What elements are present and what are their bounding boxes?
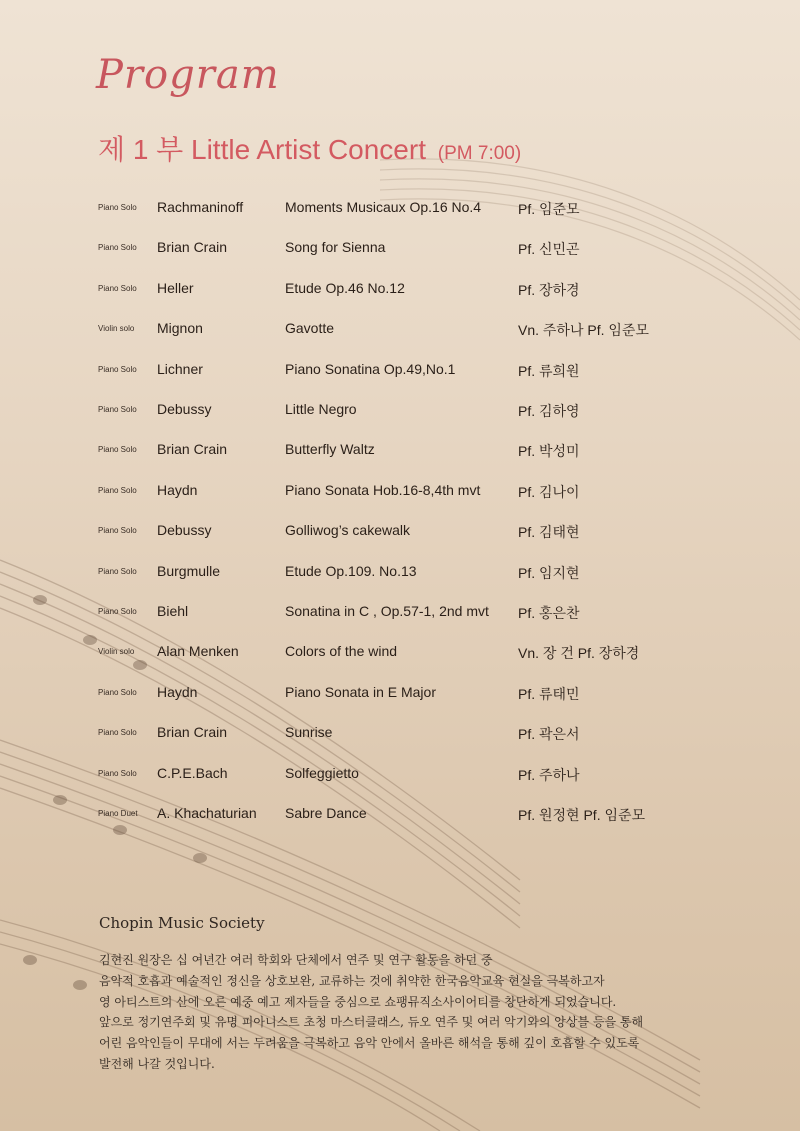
performance-type: Piano Solo: [98, 566, 137, 576]
composer: Debussy: [157, 401, 212, 417]
piece-title: Sunrise: [285, 724, 333, 741]
part-name: 제 1 부 Little Artist Concert: [98, 134, 426, 165]
program-title: Program: [96, 52, 280, 98]
program-row: [0, 398, 800, 422]
composer: Heller: [157, 279, 194, 296]
performer: Pf. 임준모: [518, 201, 580, 217]
program-row: [0, 681, 800, 705]
program-row: [0, 762, 800, 786]
description-line: 영 아티스트의 산에 오른 예중 예고 제자들을 중심으로 쇼팽뮤직소사이어티를 창단하게 되었습니다.: [99, 994, 617, 1009]
performance-type: Piano Solo: [98, 728, 137, 738]
performance-type: Violin solo: [98, 324, 135, 334]
piece-title: Etude Op.46 No.12: [285, 279, 405, 296]
society-description: [99, 950, 739, 1075]
performance-type: Piano Solo: [98, 405, 137, 414]
performer: Pf. 곽은서: [518, 726, 580, 743]
composer: Alan Menken: [157, 643, 239, 660]
program-row: [0, 479, 800, 503]
program-row: [0, 560, 800, 584]
composer: Brian Crain: [157, 441, 228, 458]
part-time: (PM 7:00): [437, 143, 522, 164]
piece-title: Piano Sonata Hob.16-8,4th mvt: [285, 481, 481, 498]
program-row: [0, 802, 800, 826]
piece-title: Moments Musicaux Op.16 No.4: [285, 199, 482, 215]
performance-type: Piano Solo: [98, 607, 137, 616]
performer: Pf. 김태현: [518, 524, 580, 541]
composer: Rachmaninoff: [157, 199, 244, 215]
piece-title: Little Negro: [285, 401, 357, 417]
piece-title: Piano Sonata in E Major: [285, 683, 436, 700]
program-row: [0, 358, 800, 382]
piece-title: Song for Sienna: [285, 239, 386, 256]
performance-type: Piano Solo: [98, 485, 137, 495]
composer: A. Khachaturian: [157, 805, 257, 821]
performance-type: Piano Solo: [98, 364, 137, 374]
performer: Vn. 주하나 Pf. 임준모: [518, 322, 649, 339]
piece-title: Gavotte: [285, 320, 335, 337]
piece-title: Etude Op.109. No.13: [285, 562, 417, 579]
program-row: [0, 600, 800, 624]
performer: Vn. 장 건 Pf. 장하경: [518, 645, 640, 662]
performer: Pf. 박성미: [518, 443, 580, 460]
piece-title: Solfeggietto: [285, 764, 359, 781]
program-row: [0, 236, 800, 260]
performer: Pf. 김하영: [518, 403, 580, 419]
composer: C.P.E.Bach: [157, 764, 228, 781]
performer: Pf. 임지현: [518, 564, 580, 581]
piece-title: Butterfly Waltz: [285, 441, 375, 458]
composer: Lichner: [157, 360, 203, 377]
performance-type: Piano Duet: [98, 809, 138, 818]
performance-type: Piano Solo: [98, 203, 137, 212]
piece-title: Colors of the wind: [285, 643, 398, 660]
composer: Haydn: [157, 481, 198, 498]
performer: Pf. 주하나: [518, 766, 580, 783]
program-row: [0, 721, 800, 745]
performer: Pf. 홍은찬: [518, 605, 580, 621]
program-row: [0, 196, 800, 220]
performance-type: Piano Solo: [98, 687, 137, 697]
composer: Biehl: [157, 603, 189, 619]
program-row: [0, 519, 800, 543]
performance-type: Piano Solo: [98, 243, 137, 253]
performance-type: Piano Solo: [98, 283, 137, 293]
composer: Brian Crain: [157, 724, 228, 741]
performer: Pf. 류희원: [518, 362, 580, 379]
performer: Pf. 장하경: [518, 281, 580, 298]
composer: Haydn: [157, 683, 198, 700]
program-row: [0, 317, 800, 341]
performance-type: Piano Solo: [98, 526, 137, 536]
piece-title: Sabre Dance: [285, 805, 367, 821]
composer: Mignon: [157, 320, 203, 337]
performance-type: Piano Solo: [98, 445, 137, 455]
performer: Pf. 원정현 Pf. 임준모: [518, 807, 646, 823]
piece-title: Piano Sonatina Op.49,No.1: [285, 360, 456, 377]
program-row: [0, 438, 800, 462]
program-row: [0, 277, 800, 301]
performer: Pf. 신민곤: [518, 241, 580, 258]
piece-title: Golliwog’s cakewalk: [285, 522, 411, 539]
description-line: 발전해 나갈 것입니다.: [99, 1056, 215, 1071]
composer: Burgmulle: [157, 562, 221, 579]
society-title: Chopin Music Society: [99, 914, 265, 932]
part-title: [98, 128, 521, 168]
performance-type: Piano Solo: [98, 768, 137, 778]
description-line: 어린 음악인들이 무대에 서는 두려움을 극복하고 음악 안에서 올바른 해석을 통해 깊이 호흡할 수 있도록: [99, 1036, 640, 1051]
performer: Pf. 김나이: [518, 483, 580, 500]
performance-type: Violin solo: [98, 647, 135, 657]
description-line: 김현진 원장은 십 여년간 여러 학회와 단체에서 연주 및 연구 활동을 하던 중: [99, 953, 493, 967]
performer: Pf. 류태민: [518, 685, 580, 702]
piece-title: Sonatina in C , Op.57-1, 2nd mvt: [285, 603, 489, 619]
composer: Debussy: [157, 522, 212, 539]
program-row: [0, 640, 800, 664]
description-line: 음악적 호흡과 예술적인 정신을 상호보완, 교류하는 것에 취약한 한국음악교육 현실을 극복하고자: [99, 973, 605, 988]
composer: Brian Crain: [157, 239, 228, 256]
description-line: 앞으로 정기연주회 및 유명 피아니스트 초청 마스터클래스, 듀오 연주 및 여러 악기와의 앙상블 등을 통해: [99, 1015, 644, 1030]
